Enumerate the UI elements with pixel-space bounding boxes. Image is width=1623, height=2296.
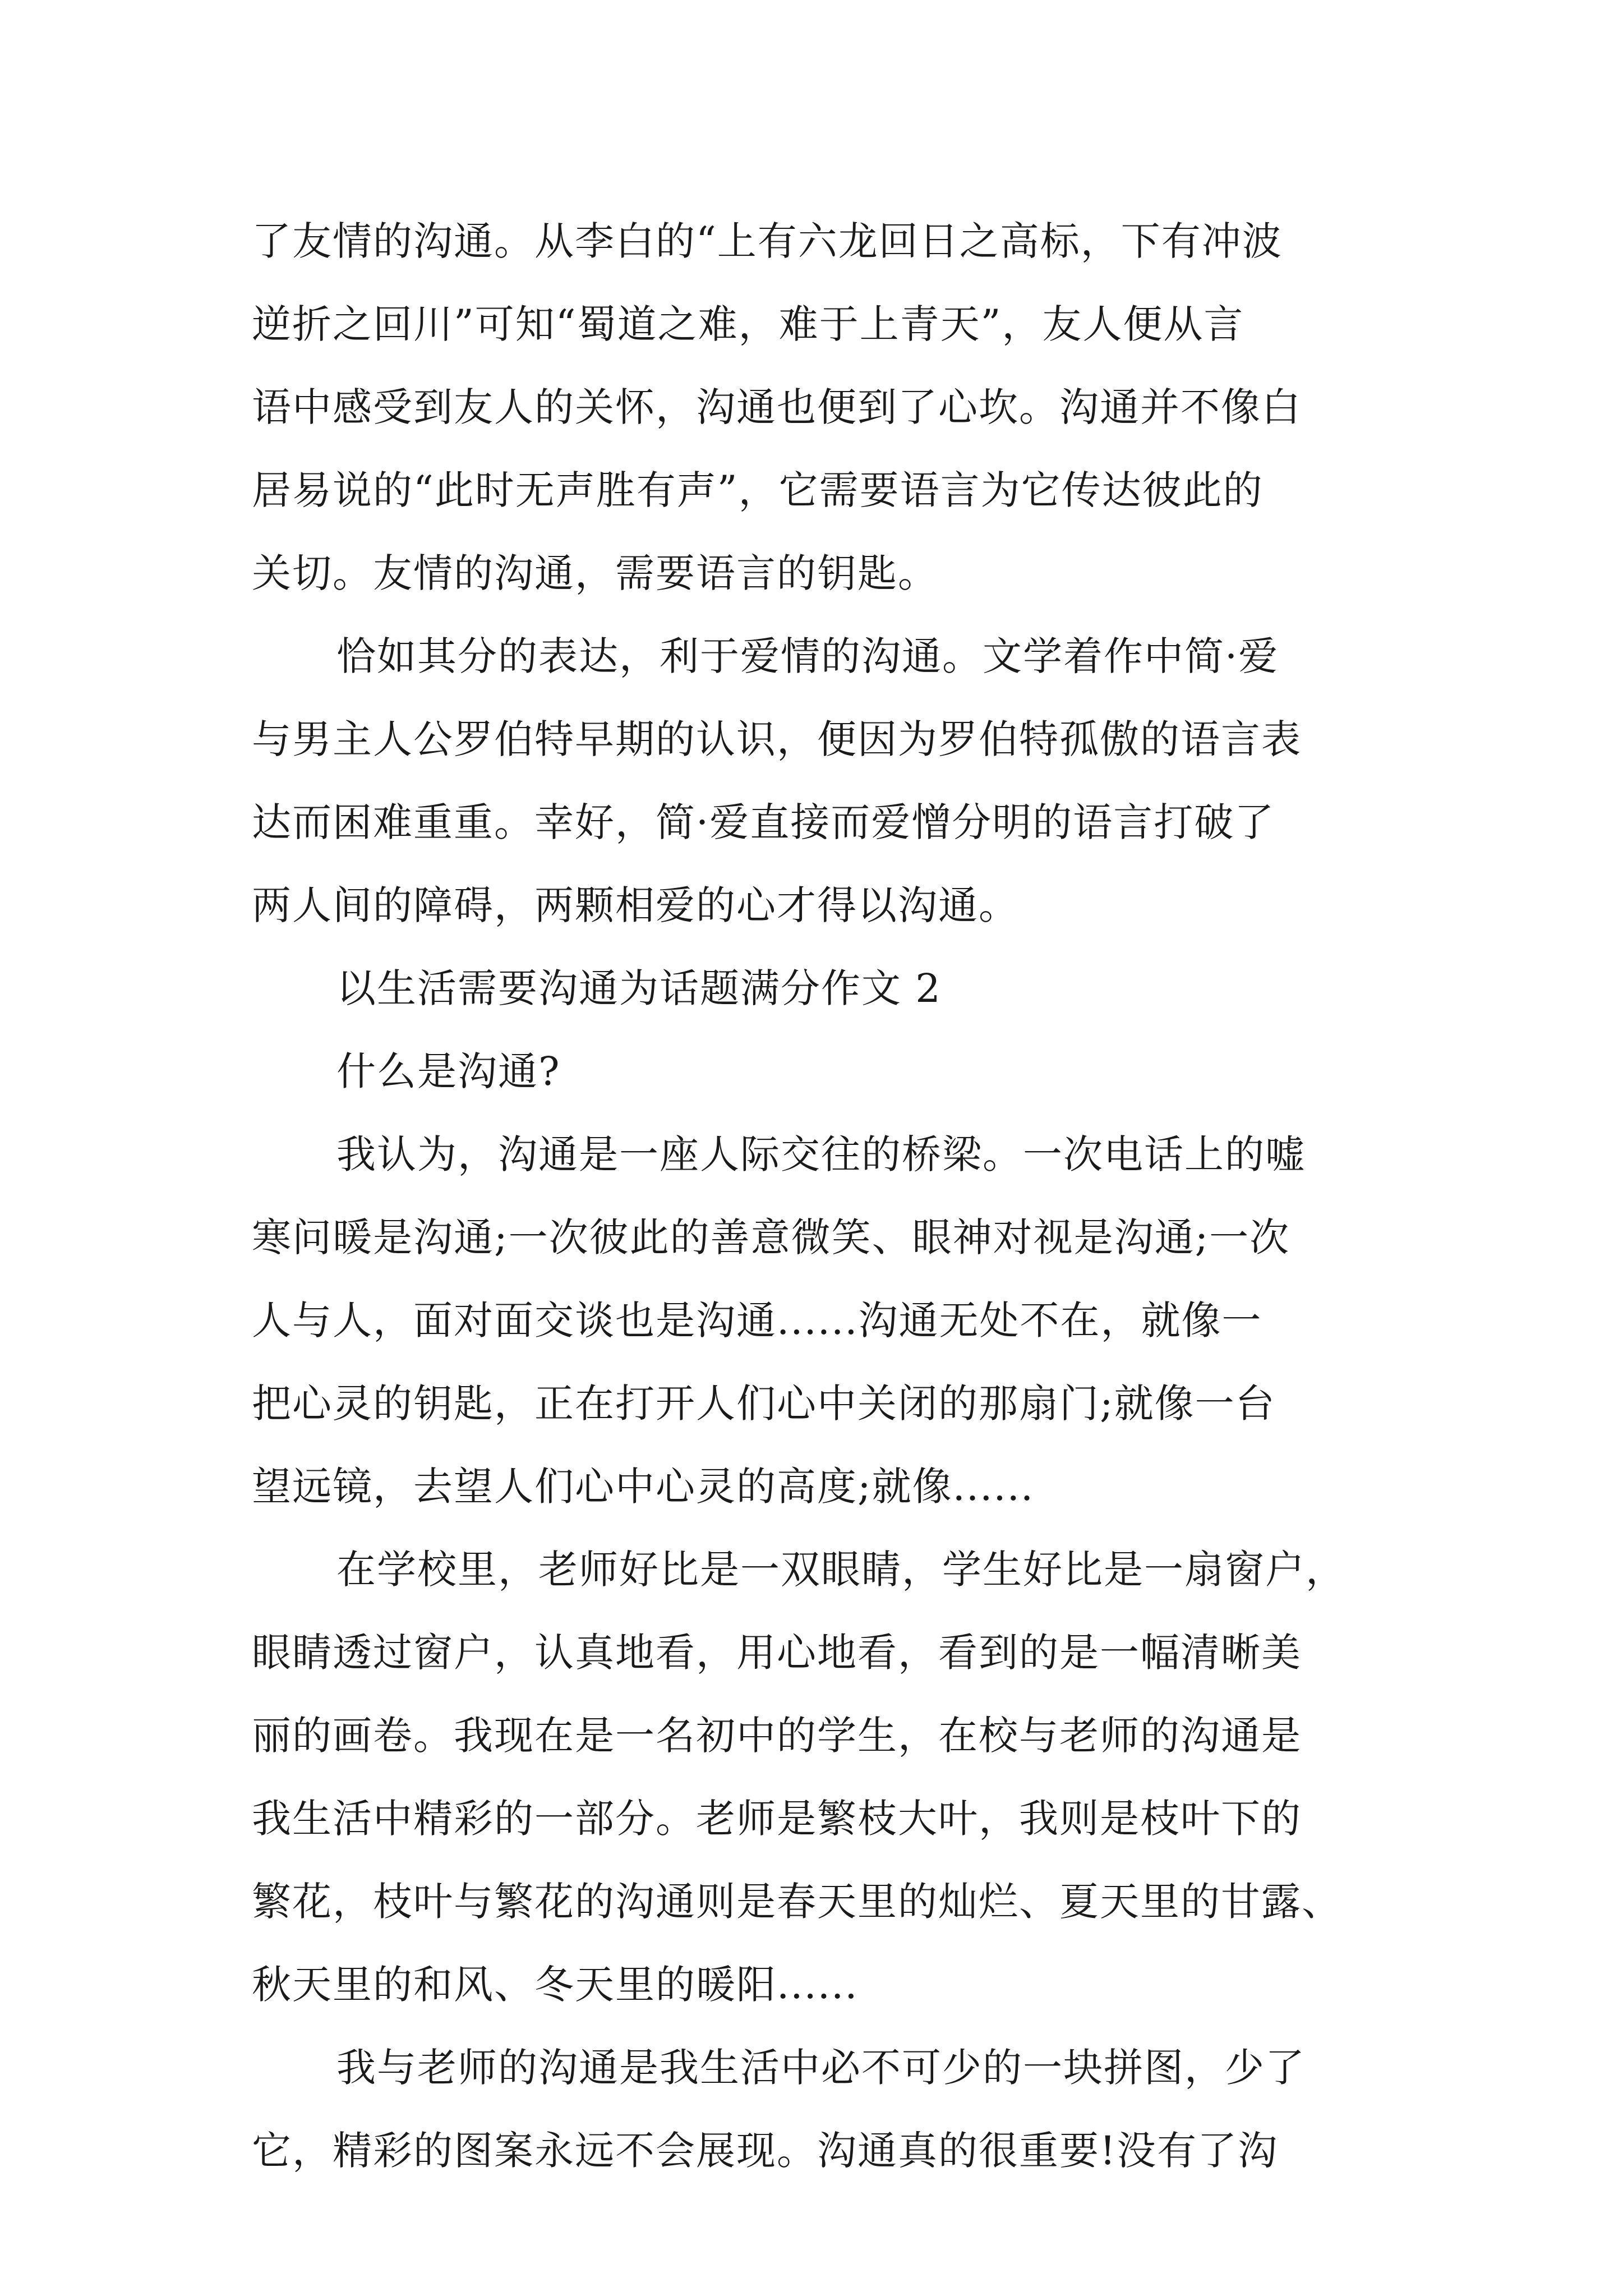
text-line: 两人间的障碍，两颗相爱的心才得以沟通。 (252, 882, 1019, 928)
text-line: 与男主人公罗伯特早期的认识，便因为罗伯特孤傲的语言表 (252, 716, 1302, 762)
text-line: 它，精彩的图案永远不会展现。沟通真的很重要!没有了沟 (252, 2128, 1279, 2174)
text-line: 眼睛透过窗户，认真地看，用心地看，看到的是一幅清晰美 (252, 1630, 1302, 1676)
section-heading: 以生活需要沟通为话题满分作文 2 (336, 965, 942, 1011)
text-line: 了友情的沟通。从李白的“上有六龙回日之高标，下有冲波 (252, 218, 1283, 264)
text-line: 繁花，枝叶与繁花的沟通则是春天里的灿烂、夏天里的甘露、 (252, 1879, 1342, 1925)
paragraph-start-line: 我认为，沟通是一座人际交往的桥梁。一次电话上的嘘 (336, 1131, 1306, 1177)
section-question: 什么是沟通? (336, 1048, 561, 1094)
text-line: 把心灵的钥匙，正在打开人们心中关闭的那扇门;就像一台 (252, 1381, 1276, 1427)
text-line: 居易说的“此时无声胜有声”，它需要语言为它传达彼此的 (252, 467, 1264, 513)
text-line: 逆折之回川”可知“蜀道之难，难于上青天”，友人便从言 (252, 301, 1244, 347)
text-line: 关切。友情的沟通，需要语言的钥匙。 (252, 550, 938, 596)
text-line: 丽的画卷。我现在是一名初中的学生，在校与老师的沟通是 (252, 1713, 1302, 1759)
text-line: 语中感受到友人的关怀，沟通也便到了心坎。沟通并不像白 (252, 384, 1302, 430)
paragraph-start-line: 我与老师的沟通是我生活中必不可少的一块拼图，少了 (336, 2045, 1306, 2091)
paragraph-start-line: 在学校里，老师好比是一双眼睛，学生好比是一扇窗户， (336, 1547, 1346, 1593)
text-line: 寒问暖是沟通;一次彼此的善意微笑、眼神对视是沟通;一次 (252, 1214, 1290, 1260)
text-line: 秋天里的和风、冬天里的暖阳...... (252, 1962, 859, 2008)
text-line: 达而困难重重。幸好，简·爱直接而爱憎分明的语言打破了 (252, 799, 1275, 845)
paragraph-start-line: 恰如其分的表达，利于爱情的沟通。文学着作中简·爱 (336, 633, 1279, 679)
text-line: 人与人，面对面交谈也是沟通......沟通无处不在，就像一 (252, 1297, 1262, 1343)
text-line: 我生活中精彩的一部分。老师是繁枝大叶，我则是枝叶下的 (252, 1796, 1302, 1842)
text-line: 望远镜，去望人们心中心灵的高度;就像...... (252, 1464, 1035, 1510)
